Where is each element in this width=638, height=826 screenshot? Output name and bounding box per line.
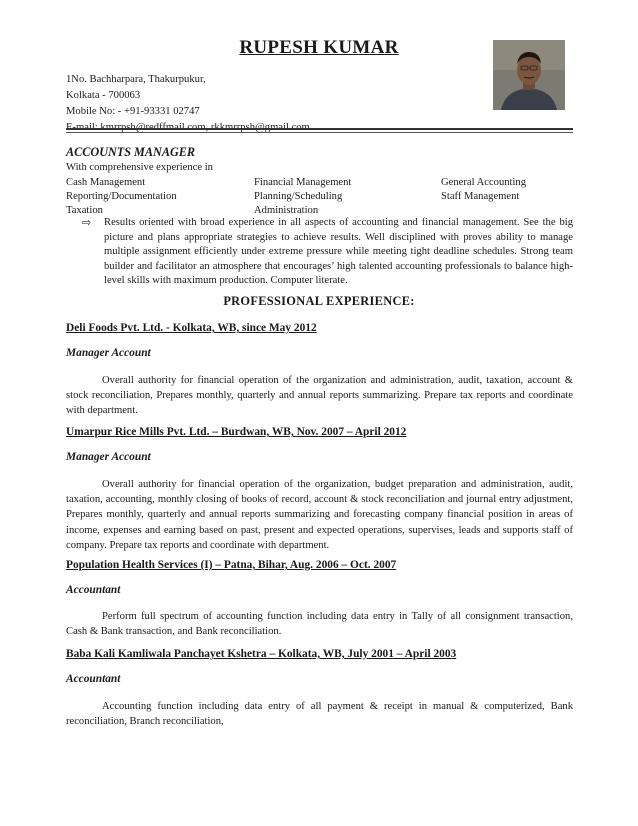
mobile-number: Mobile No: - +91-93331 02747 <box>66 106 200 117</box>
skills-column-1 <box>66 176 177 218</box>
skill-item: Taxation <box>66 205 103 216</box>
job-heading: Umarpur Rice Mills Pvt. Ltd. – Burdwan, WB, Nov. 2007 – April 2012 <box>66 426 407 438</box>
skills-column-3 <box>441 176 526 204</box>
header-divider-thin <box>66 132 573 133</box>
skills-column-2 <box>254 176 351 218</box>
job-description: Overall authority for financial operation of the organization and administration, audit, taxation, account & stock reconciliation, Prepares monthly, quarterly and annual reports summarizing. Prepare tax reports and coordinate with department. <box>66 375 573 417</box>
profile-title: ACCOUNTS MANAGER <box>66 145 196 159</box>
profile-intro: With comprehensive experience in <box>66 162 213 173</box>
job-description: Accounting function including data entry of all payment & receipt in manual & computerized, Bank reconciliation, Branch reconciliation, <box>66 701 573 728</box>
job-heading: Population Health Services (I) – Patna, Bihar, Aug. 2006 – Oct. 2007 <box>66 559 397 571</box>
job-heading: Deli Foods Pvt. Ltd. - Kolkata, WB, since May 2012 <box>66 322 317 334</box>
skill-item: Staff Management <box>441 191 520 202</box>
arrow-bullet-icon: ⇨ <box>82 216 92 229</box>
address-line-2: Kolkata - 700063 <box>66 90 141 101</box>
profile-photo <box>493 40 565 110</box>
skill-item: Administration <box>254 205 319 216</box>
job-role: Accountant <box>66 584 121 596</box>
summary-bullet-text: Results oriented with broad experience in all aspects of accounting and financial management. See the big picture and plans appropriate strategies to achieve results. Well disciplined with proves ability to manage multiple assignment efficiently under extreme pressure while meeting tight deadline schedules. Strong team builder and facilitator an atmosphere that encourages’ high talented accounting professionals to balance high-level skills with maximum production. Computer literate. <box>104 217 573 287</box>
skill-item: Cash Management <box>66 177 146 188</box>
skill-item: Planning/Scheduling <box>254 191 343 202</box>
job-role: Manager Account <box>66 347 151 359</box>
job-heading: Baba Kali Kamliwala Panchayet Kshetra – Kolkata, WB, July 2001 – April 2003 <box>66 648 457 660</box>
skill-item: Reporting/Documentation <box>66 191 177 202</box>
header-divider-thick <box>66 128 573 130</box>
job-description: Perform full spectrum of accounting function including data entry in Tally of all consignment transaction, Cash & Bank transaction, and Bank reconciliation. <box>66 611 573 638</box>
section-title-experience: PROFESSIONAL EXPERIENCE: <box>223 294 415 308</box>
profile-photo-image <box>493 40 565 110</box>
address-line-1: 1No. Bachharpara, Thakurpukur, <box>66 74 206 85</box>
skill-item: General Accounting <box>441 177 527 188</box>
job-description: Overall authority for financial operation of the organization, budget preparation and administration, audit, taxation, accounting, monthly closing of books of record, account & stock reconciliation and journal entry adjustment, Prepares monthly, quarterly and annual reports summarizing and forecasting company financial position in areas of income, expenses and earning based on past, present and expected operations, supervises, leads and supports staff of company. Prepare tax reports and coordinate with department. <box>66 479 573 551</box>
job-role: Accountant <box>66 673 121 685</box>
job-role: Manager Account <box>66 451 151 463</box>
contact-block <box>66 72 310 136</box>
candidate-name: RUPESH KUMAR <box>239 37 399 58</box>
skill-item: Financial Management <box>254 177 352 188</box>
